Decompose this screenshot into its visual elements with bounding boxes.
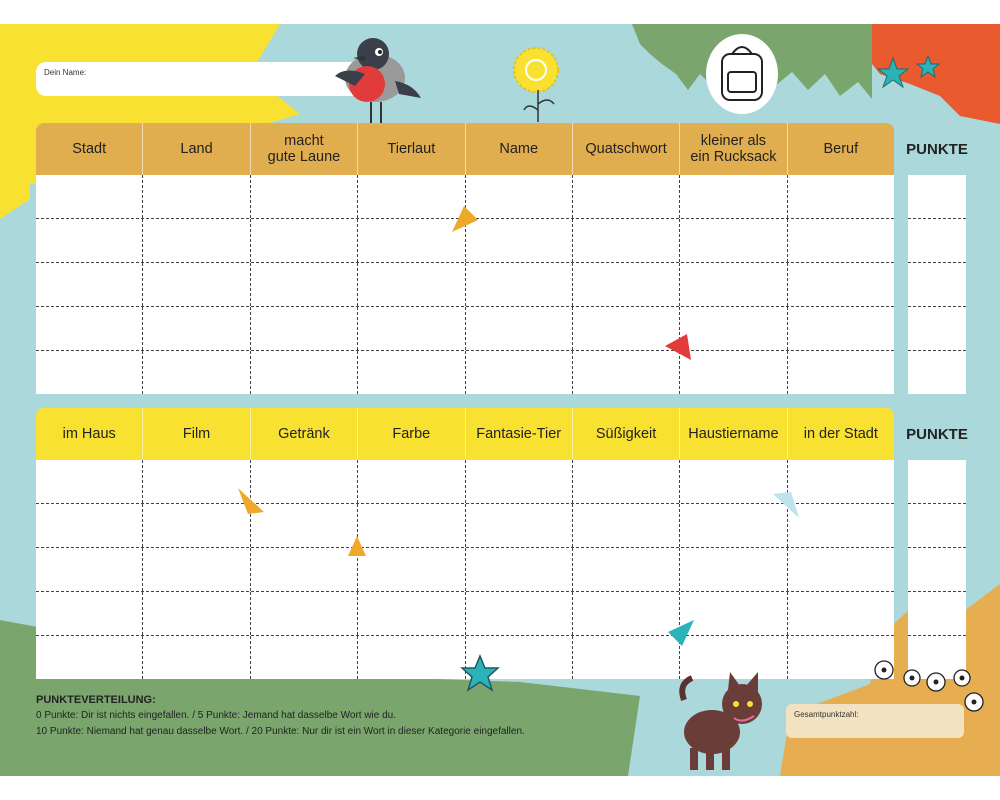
scoring-title: PUNKTEVERTEILUNG:: [36, 694, 156, 706]
column-header: Stadt: [36, 123, 143, 175]
pennant-flag: [450, 204, 480, 234]
points-column-top: [908, 123, 966, 394]
cat-illustration: [672, 664, 772, 774]
column-header: Quatschwort: [573, 123, 680, 175]
answer-cell[interactable]: [143, 175, 250, 218]
answer-cell[interactable]: [466, 219, 573, 262]
answer-cell[interactable]: [36, 263, 143, 306]
column-header: Tierlaut: [358, 123, 465, 175]
answer-cell[interactable]: [573, 592, 680, 635]
table-row: [36, 460, 894, 503]
answer-cell[interactable]: [573, 460, 680, 503]
answer-cell[interactable]: [143, 263, 250, 306]
answer-cell[interactable]: [680, 175, 787, 218]
answer-cell[interactable]: [466, 504, 573, 547]
answer-cell[interactable]: [358, 636, 465, 679]
answer-cell[interactable]: [36, 219, 143, 262]
answer-cell[interactable]: [143, 307, 250, 350]
answer-cell[interactable]: [466, 548, 573, 591]
answer-cell[interactable]: [36, 548, 143, 591]
answer-cell[interactable]: [680, 548, 787, 591]
answer-cell[interactable]: [680, 592, 787, 635]
table-row: [36, 306, 894, 350]
column-header: im Haus: [36, 408, 143, 460]
answer-cell[interactable]: [788, 175, 894, 218]
answer-cell[interactable]: [143, 460, 250, 503]
column-header: Farbe: [358, 408, 465, 460]
answer-cell[interactable]: [36, 504, 143, 547]
answer-cell[interactable]: [788, 460, 894, 503]
answer-cell[interactable]: [143, 219, 250, 262]
answer-cell[interactable]: [466, 175, 573, 218]
answer-cell[interactable]: [251, 548, 358, 591]
answer-cell[interactable]: [466, 351, 573, 394]
answer-cell[interactable]: [466, 307, 573, 350]
answer-cell[interactable]: [251, 307, 358, 350]
answer-cell[interactable]: [358, 548, 465, 591]
answer-cell[interactable]: [788, 548, 894, 591]
answer-cell[interactable]: [358, 263, 465, 306]
answer-cell[interactable]: [788, 351, 894, 394]
table-row: [36, 591, 894, 635]
total-score-label: Gesamtpunktzahl:: [794, 710, 859, 719]
backpack-icon: [704, 32, 780, 116]
answer-cell[interactable]: [36, 175, 143, 218]
table-row: [36, 262, 894, 306]
scoring-line: 10 Punkte: Niemand hat genau dasselbe Wort. / 20 Punkte: Nur dir ist ein Wort in dieser Kategorie eingefallen.: [36, 726, 525, 737]
points-label: PUNKTE: [906, 425, 968, 443]
answer-cell[interactable]: [573, 219, 680, 262]
answer-cell[interactable]: [143, 636, 250, 679]
answer-cell[interactable]: [466, 460, 573, 503]
top-word-table: [36, 123, 894, 394]
answer-cell[interactable]: [251, 504, 358, 547]
answer-cell[interactable]: [143, 351, 250, 394]
answer-cell[interactable]: [573, 548, 680, 591]
table-row: [36, 547, 894, 591]
answer-cell[interactable]: [788, 219, 894, 262]
pennant-flag: [346, 534, 370, 558]
column-header: in der Stadt: [803, 426, 878, 442]
star-icon: [876, 54, 946, 98]
answer-cell[interactable]: [466, 263, 573, 306]
answer-cell[interactable]: [143, 504, 250, 547]
points-cell[interactable]: [908, 503, 966, 547]
bottom-word-table: [36, 408, 894, 679]
star-icon: [460, 654, 500, 694]
answer-cell[interactable]: [466, 592, 573, 635]
column-header: macht gute Laune: [251, 123, 358, 175]
answer-cell[interactable]: [251, 460, 358, 503]
answer-cell[interactable]: [358, 504, 465, 547]
answer-cell[interactable]: [788, 263, 894, 306]
answer-cell[interactable]: [680, 263, 787, 306]
answer-cell[interactable]: [358, 592, 465, 635]
column-header: Getränk: [251, 408, 358, 460]
column-header: Süßigkeit: [573, 408, 680, 460]
answer-cell[interactable]: [788, 307, 894, 350]
column-header: Haustiername: [680, 408, 787, 460]
bird-illustration: [325, 36, 425, 126]
pennant-flag: [663, 332, 693, 362]
answer-cell[interactable]: [680, 219, 787, 262]
pennant-flag: [666, 618, 696, 648]
answer-cell[interactable]: [36, 592, 143, 635]
points-cell[interactable]: [908, 591, 966, 635]
scoring-rules: [36, 692, 525, 740]
game-sheet: [0, 24, 1000, 776]
answer-cell[interactable]: [573, 504, 680, 547]
table-row: [36, 503, 894, 547]
points-cell[interactable]: [908, 218, 966, 262]
answer-cell[interactable]: [36, 351, 143, 394]
answer-cell[interactable]: [680, 307, 787, 350]
points-cell[interactable]: [908, 547, 966, 591]
pennant-flag: [771, 490, 801, 520]
points-column-bottom: [908, 408, 966, 679]
answer-cell[interactable]: [573, 636, 680, 679]
column-header: Beruf: [823, 141, 859, 157]
answer-cell[interactable]: [36, 460, 143, 503]
answer-cell[interactable]: [251, 263, 358, 306]
points-cell[interactable]: [908, 306, 966, 350]
total-score-field[interactable]: [786, 704, 964, 738]
column-header: Name: [466, 123, 573, 175]
column-header: Film: [143, 408, 250, 460]
answer-grid: [36, 460, 894, 679]
scoring-line: 0 Punkte: Dir ist nichts eingefallen. / 5 Punkte: Jemand hat dasselbe Wort wie du.: [36, 710, 397, 721]
answer-cell[interactable]: [143, 592, 250, 635]
column-header: Land: [143, 123, 250, 175]
answer-cell[interactable]: [36, 636, 143, 679]
name-field[interactable]: [36, 62, 366, 96]
points-cell[interactable]: [908, 460, 966, 503]
answer-cell[interactable]: [251, 636, 358, 679]
answer-cell[interactable]: [573, 175, 680, 218]
answer-cell[interactable]: [788, 504, 894, 547]
answer-cell[interactable]: [36, 307, 143, 350]
column-header: Fantasie-Tier: [466, 408, 573, 460]
answer-cell[interactable]: [358, 307, 465, 350]
answer-cell[interactable]: [143, 548, 250, 591]
answer-cell[interactable]: [358, 351, 465, 394]
name-field-label: Dein Name:: [44, 68, 87, 77]
points-label: PUNKTE: [906, 140, 968, 158]
column-header: kleiner als ein Rucksack: [680, 123, 787, 175]
answer-cell[interactable]: [358, 460, 465, 503]
answer-cell[interactable]: [573, 263, 680, 306]
points-cell[interactable]: [908, 262, 966, 306]
answer-cell[interactable]: [788, 592, 894, 635]
points-cell[interactable]: [908, 175, 966, 218]
dandelion-icon: [508, 44, 568, 124]
answer-cell[interactable]: [251, 592, 358, 635]
answer-cell[interactable]: [251, 351, 358, 394]
answer-cell[interactable]: [680, 351, 787, 394]
table-row: [36, 350, 894, 394]
pennant-flag: [236, 486, 266, 516]
points-cell[interactable]: [908, 350, 966, 394]
answer-cell[interactable]: [251, 219, 358, 262]
answer-cell[interactable]: [251, 175, 358, 218]
